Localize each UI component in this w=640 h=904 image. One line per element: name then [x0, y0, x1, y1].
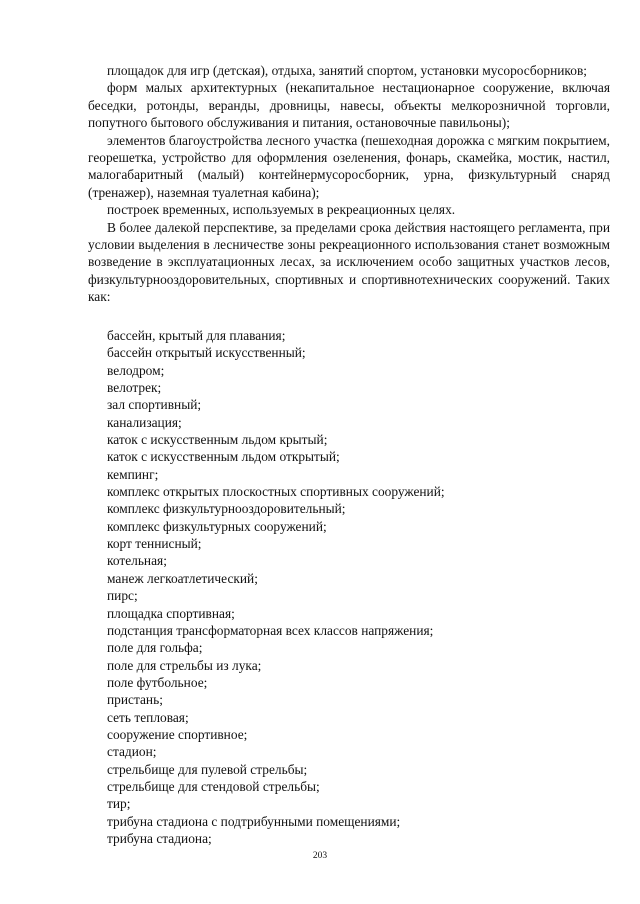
facility-list-item: комплекс физкультурнооздоровительный; — [107, 501, 346, 517]
facility-list-item: комплекс физкультурных сооружений; — [107, 518, 327, 534]
page-number: 203 — [312, 851, 328, 861]
facility-list-item: велодром; — [107, 362, 165, 378]
facility-list-item: бассейн открытый искусственный; — [107, 345, 306, 361]
facility-list-item: площадка спортивная; — [107, 605, 235, 621]
facility-list — [107, 327, 610, 847]
body-text — [88, 62, 610, 306]
facility-list-item: тир; — [107, 796, 131, 812]
paragraph-landscaping-elements: элементов благоустройства лесного участка (пешеходная дорожка с мягким покрытием, георешетка, устройство для оформления озеленения, фонарь, скамейка, мостик, настил, малогабаритный (малый) контейнермусоросборник, урна, физкультурный снаряд (тренажер), наземная туалетная кабина); — [88, 132, 610, 200]
paragraph-small-architecture: форм малых архитектурных (некапитальное нестационарное сооружение, включая беседки, ротонды, веранды, дровницы, навесы, объекты мелкорозничной торговли, попутного бытового обслуживания и питания, остановочные павильоны); — [88, 80, 610, 131]
facility-list-item: кемпинг; — [107, 466, 159, 482]
facility-list-item: поле для стрельбы из лука; — [107, 657, 262, 673]
facility-list-item: сооружение спортивное; — [107, 726, 248, 742]
paragraph-temporary-buildings: построек временных, используемых в рекреационных целях. — [107, 202, 456, 218]
facility-list-item: бассейн, крытый для плавания; — [107, 328, 286, 343]
facility-list-item: комплекс открытых плоскостных спортивных сооружений; — [107, 484, 445, 500]
facility-list-item: каток с искусственным льдом крытый; — [107, 432, 328, 448]
facility-list-item: стадион; — [107, 744, 157, 760]
facility-list-item: стрельбище для стендовой стрельбы; — [107, 778, 320, 794]
paragraph-playgrounds: площадок для игр (детская), отдыха, занятий спортом, установки мусоросборников; — [107, 63, 587, 78]
facility-list-item: канализация; — [107, 414, 182, 430]
facility-list-item: стрельбище для пулевой стрельбы; — [107, 761, 308, 777]
facility-list-item: сеть тепловая; — [107, 709, 189, 725]
facility-list-item: трибуна стадиона с подтрибунными помещениями; — [107, 813, 401, 829]
facility-list-item: котельная; — [107, 553, 167, 569]
facility-list-item: зал спортивный; — [107, 397, 202, 413]
facility-list-item: пирс; — [107, 588, 138, 604]
facility-list-item: поле футбольное; — [107, 674, 208, 690]
facility-list-item: поле для гольфа; — [107, 640, 203, 656]
facility-list-item: каток с искусственным льдом открытый; — [107, 449, 340, 465]
facility-list-item: пристань; — [107, 692, 163, 708]
facility-list-item: манеж легкоатлетический; — [107, 570, 258, 586]
facility-list-item: трибуна стадиона; — [107, 830, 212, 846]
facility-list-item: велотрек; — [107, 380, 162, 396]
facility-list-item: корт теннисный; — [107, 536, 202, 552]
paragraph-future-perspective: В более далекой перспективе, за пределами срока действия настоящего регламента, при условии выделения в лесничестве зоны рекреационного использования станет возможным возведение в эксплуатационных лесах, за исключением особо защитных участков лесов, физкультурнооздоровительных, спортивных и спортивнотехнических сооружений. Таких как: — [88, 219, 610, 305]
facility-list-item: подстанция трансформаторная всех классов напряжения; — [107, 622, 434, 638]
